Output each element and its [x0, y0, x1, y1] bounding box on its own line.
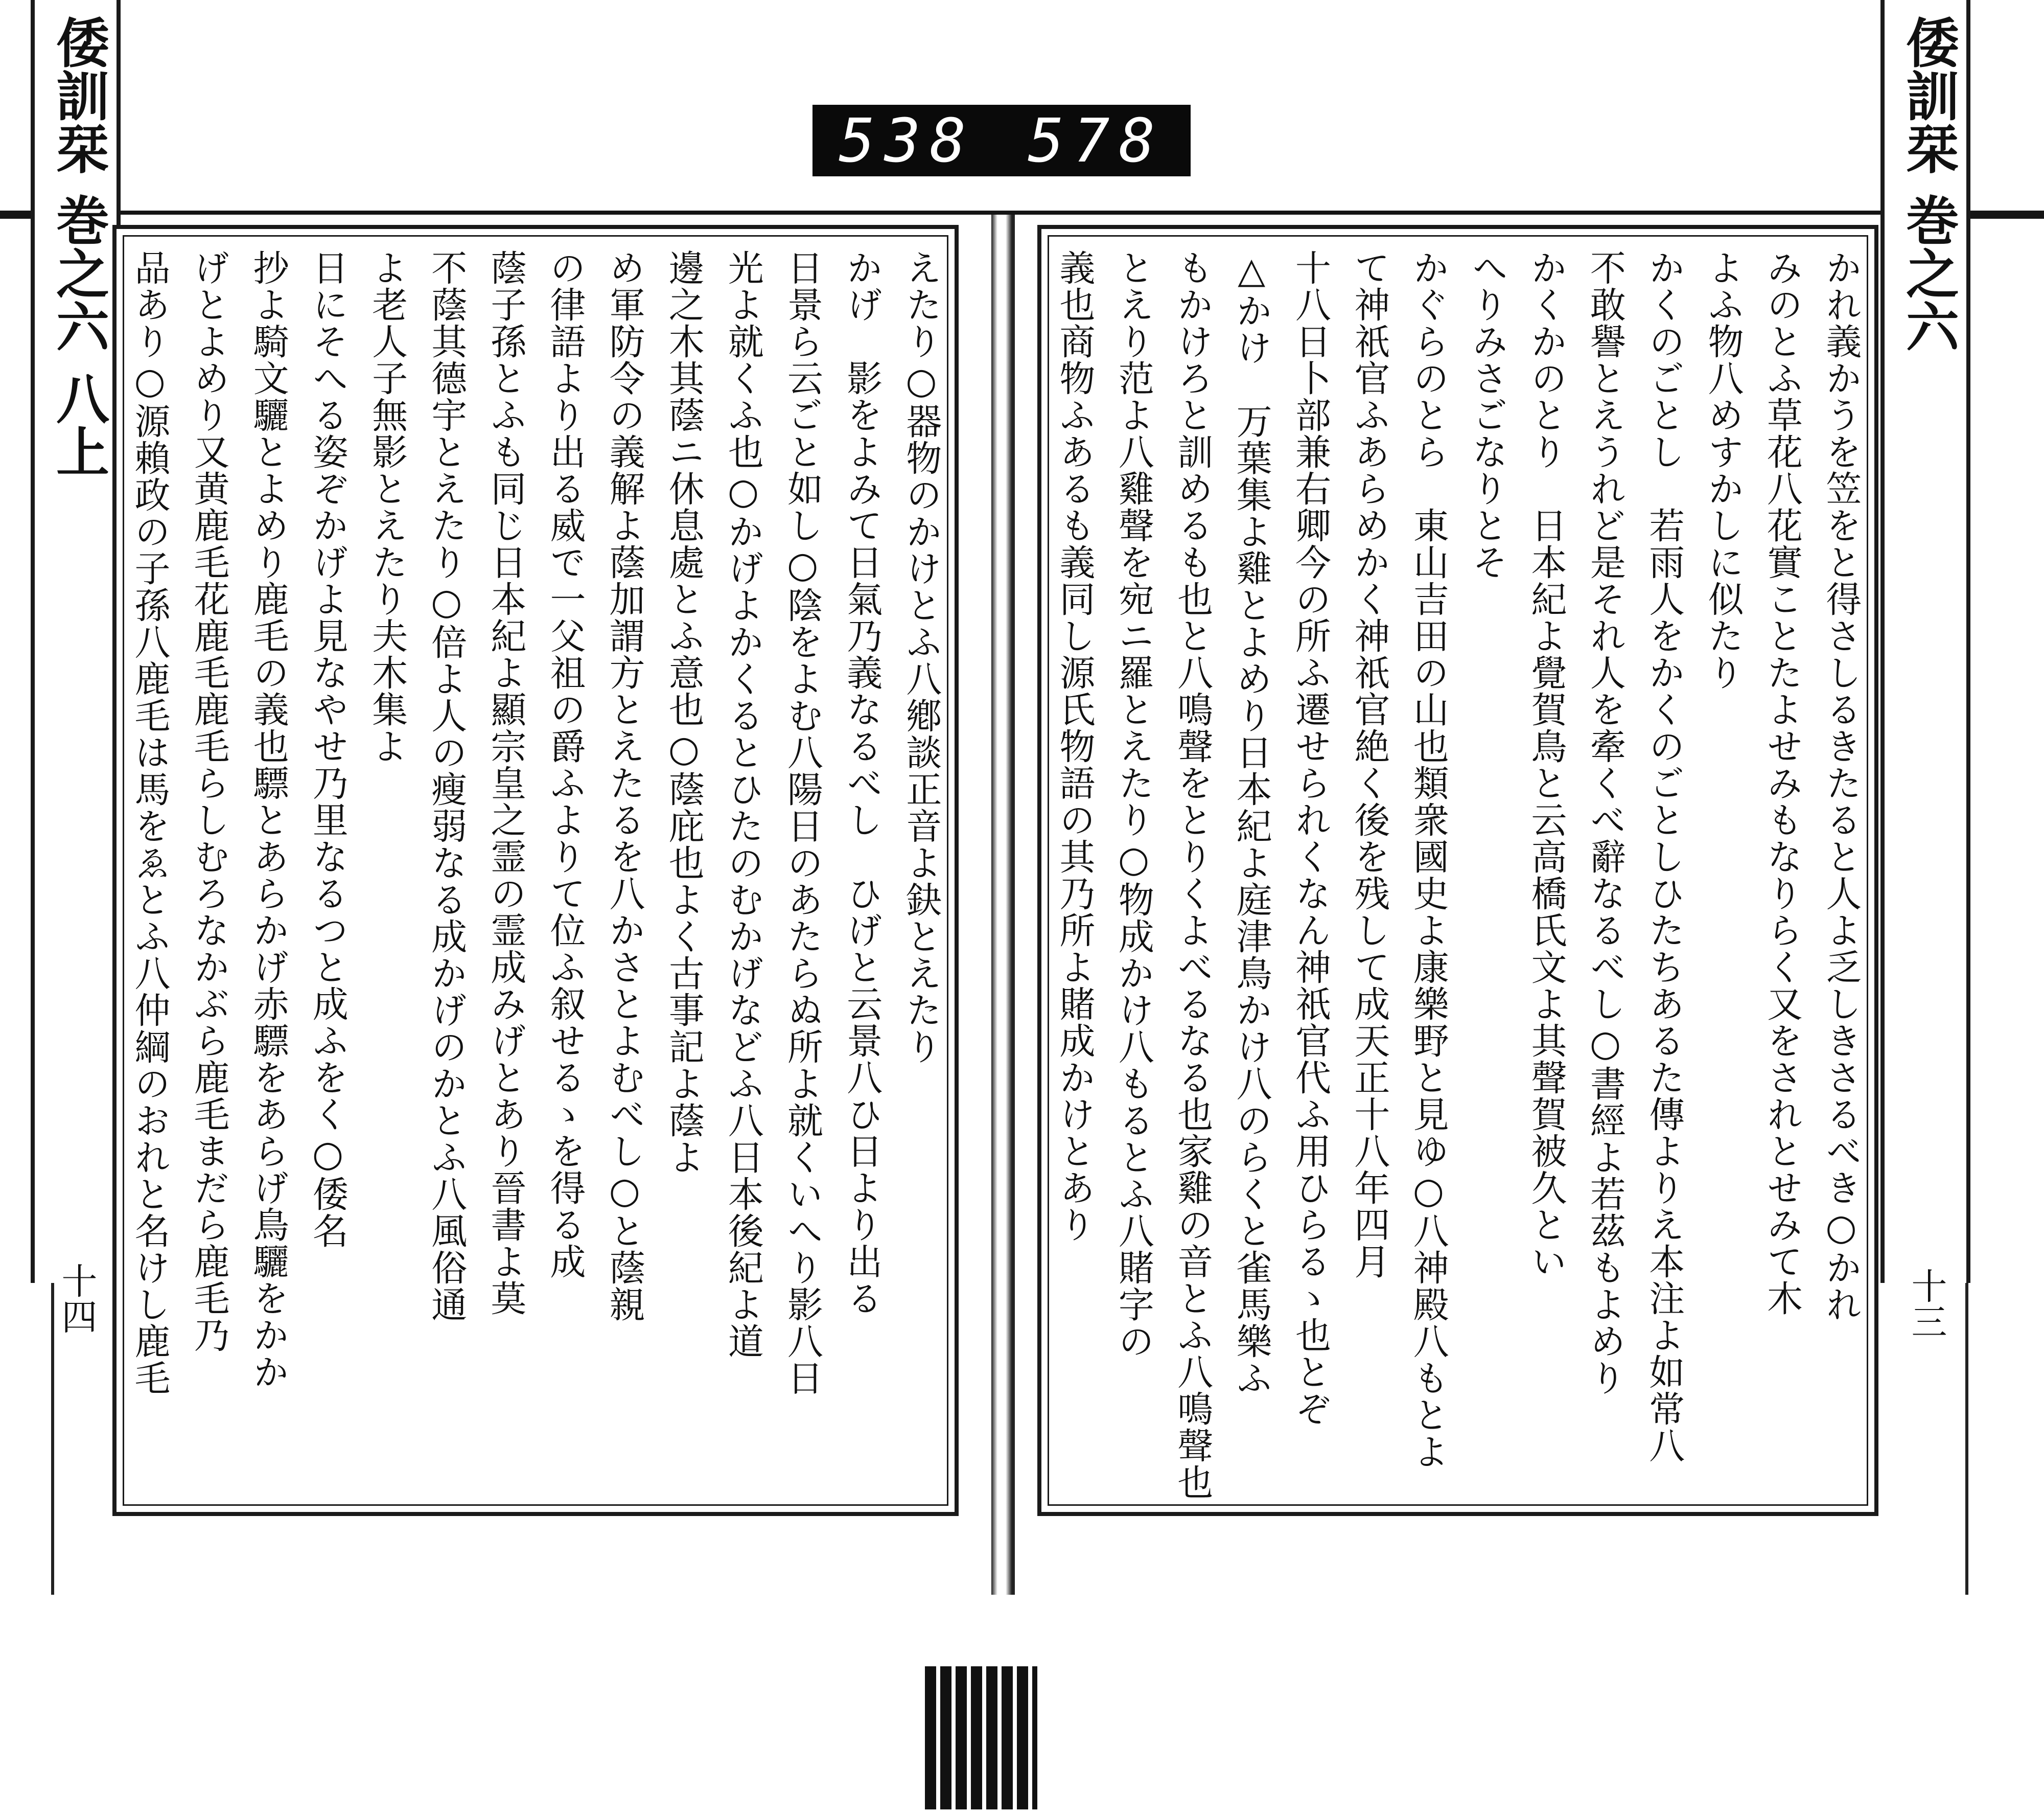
left-column: えたり○器物のかけとふ八鄕談正音よ鈌とえたり	[900, 249, 942, 1065]
right-margin-title	[1880, 0, 1970, 1283]
left-column: よ老人子無影とえたり夫木集よ	[366, 249, 408, 765]
right-column: よふ物八めすかしに似たり	[1702, 249, 1745, 691]
left-column: 邊之木其蔭ニ休息處とふ意也○蔭庇也よく古事記よ蔭よ	[663, 249, 705, 1176]
frame-number-first: 538	[839, 105, 975, 176]
left-column: 日にそへる姿ぞかげよ見なやせ乃里なるつと成ふをく○倭名	[307, 249, 349, 1249]
left-column: 品あり○源賴政の子孫八鹿毛は馬をゑとふ八仲綱のおれと名けし鹿毛	[129, 249, 171, 1396]
left-column: 不蔭其德宇とえたり○倍よ人の瘦弱なる成かげのかとふ八風俗通	[425, 249, 468, 1323]
right-column: △かけ 万葉集よ雞とよめり日本紀よ庭津鳥かけ八のらくと雀馬樂ふ	[1230, 249, 1273, 1396]
right-column: へりみさごなりとそ	[1466, 249, 1508, 581]
book-spine	[991, 215, 1012, 1595]
left-text-block	[112, 225, 959, 1516]
left-folio: 十四	[56, 1263, 98, 1334]
right-column: て神祇官ふあらめかく神祇官絶く後を残して成天正十八年四月	[1348, 249, 1390, 1280]
spine-bottom-shadow	[925, 1666, 1037, 1809]
right-column: 十八日卜部兼右卿今の所ふ遷せられくなん神祇官代ふ用ひらるゝ也とぞ	[1289, 249, 1332, 1427]
left-column: かげ 影をよみて日氣乃義なるべし ひげと云景八ひ日より出る	[841, 249, 883, 1317]
left-column: 日景ら云ごと如し○陰をよむ八陽日のあたらぬ所よ就くいへり影八日	[781, 249, 824, 1396]
right-column: かぐらのとら 東山吉田の山也類衆國史よ康樂野と見ゆ○八神殿八もとよ	[1407, 249, 1450, 1470]
left-columns	[129, 249, 942, 1491]
left-column: の律語より出る威で一父祖の爵ふよりて位ふ叙せるゝを得る成	[544, 249, 586, 1280]
right-column: とえり范よ八雞聲を宛ニ羅とえたり○物成かけ八もるとふ八賭字の	[1112, 249, 1155, 1360]
left-column: げとよめり又黄鹿毛花鹿毛鹿毛らしむろなかぶら鹿毛まだら鹿毛乃	[188, 249, 230, 1353]
right-column: かれ義かうを笠をと得さしるきたると人よ乏しきさるべき○かれ	[1820, 249, 1862, 1323]
right-columns	[1054, 249, 1862, 1501]
right-column: 不敢譽とえうれど是それ人を牽くべ辭なるべし○書經よ若茲もよめり	[1584, 249, 1627, 1396]
left-margin-title-text: 倭訓栞 巻之六 八上	[47, 15, 110, 478]
left-column: 抄よ騎文驪とよめり鹿毛の義也驃とあらかげ赤驃をあらげ鳥驪をかか	[247, 249, 290, 1390]
right-text-block	[1037, 225, 1878, 1516]
left-column: 蔭子孫とふも同じ日本紀よ顯宗皇之霊の霊成みげとあり晉書よ莫	[484, 249, 527, 1317]
left-margin-title	[31, 0, 121, 1283]
right-column: もかけろと訓めるも也と八鳴聲をとりくよべるなる也家雞の音とふ八鳴聲也	[1171, 249, 1214, 1501]
right-column: 義也商物ふあるも義同し源氏物語の其乃所よ賭成かけとあり	[1054, 249, 1096, 1243]
right-margin-title-text: 倭訓栞 巻之六	[1897, 15, 1960, 353]
left-column: 光よ就くふ也○かげよかくるとひたのむかげなどふ八日本後紀よ道	[722, 249, 764, 1360]
right-folio: 十三	[1906, 1268, 1947, 1339]
frame-number-second: 578	[1028, 105, 1165, 176]
frame-number-label	[812, 105, 1191, 176]
right-column: かくかのとり 日本紀よ覺賀鳥と云高橋氏文よ其聲賀被久とい	[1525, 249, 1567, 1280]
right-column: かくのごとし 若雨人をかくのごとしひたちあるた傳よりえ本注よ如常八	[1643, 249, 1685, 1464]
right-column: みのとふ草花八花實ことたよせみもなりらく又をされとせみて木	[1761, 249, 1803, 1317]
left-column: め軍防令の義解よ蔭加謂方とえたるを八かさとよむべし○と蔭親	[603, 249, 646, 1323]
